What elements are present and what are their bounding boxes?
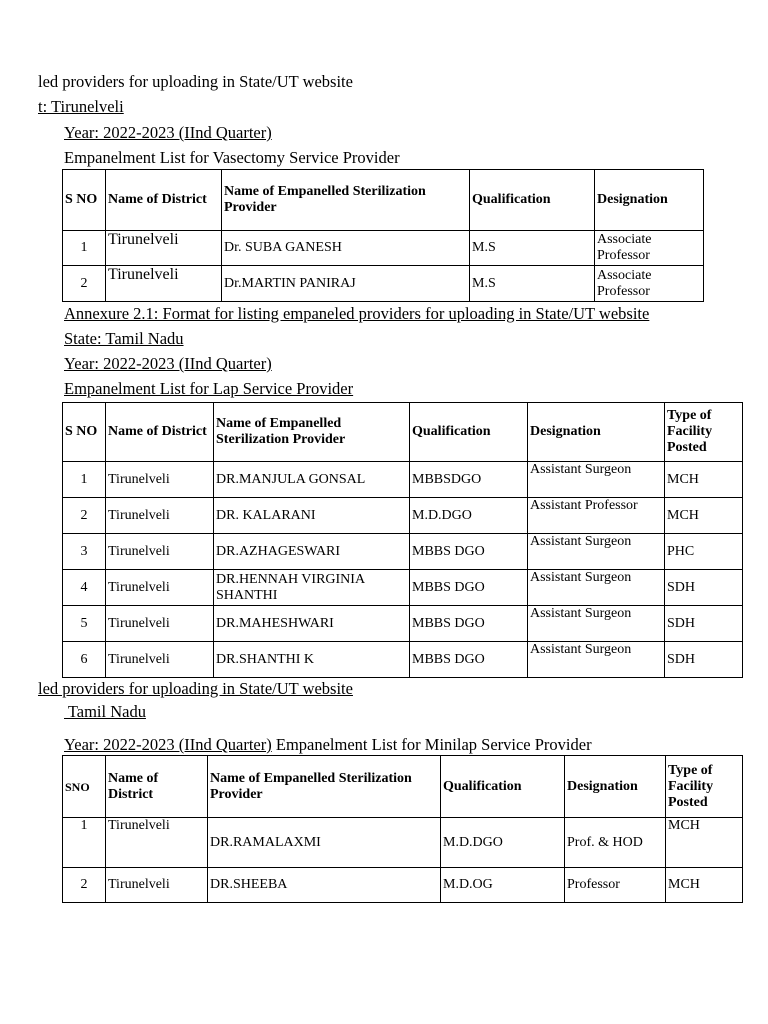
- header-provider: Name of Empanelled Sterilization Provider: [222, 170, 470, 231]
- cell-qualification: M.D.OG: [441, 868, 565, 903]
- cell-sno: 3: [63, 534, 106, 570]
- cell-district: Tirunelveli: [106, 266, 222, 302]
- cell-sno: 2: [63, 266, 106, 302]
- cell-sno: 2: [63, 868, 106, 903]
- header-designation: Designation: [528, 403, 665, 462]
- header-sno: S NO: [63, 170, 106, 231]
- cell-designation: Associate Professor: [595, 266, 704, 302]
- section1-district: t: Tirunelveli: [38, 97, 124, 116]
- header-district: Name of District: [106, 756, 208, 818]
- section1-heading: led providers for uploading in State/UT website: [38, 72, 353, 91]
- cell-facility: MCH: [666, 818, 743, 868]
- header-district: Name of District: [106, 170, 222, 231]
- table-row: [63, 231, 704, 266]
- cell-provider: DR. KALARANI: [214, 498, 410, 534]
- cell-district: Tirunelveli: [106, 570, 214, 606]
- section3-heading: led providers for uploading in State/UT website: [38, 679, 353, 698]
- table-row: [63, 642, 743, 678]
- vasectomy-table: [62, 169, 704, 302]
- cell-district: Tirunelveli: [106, 534, 214, 570]
- section2-state: State: Tamil Nadu: [64, 329, 184, 348]
- cell-district: Tirunelveli: [106, 606, 214, 642]
- cell-provider: DR.MANJULA GONSAL: [214, 462, 410, 498]
- cell-designation: Associate Professor: [595, 231, 704, 266]
- table-row: [63, 606, 743, 642]
- header-facility-type: Type of Facility Posted: [666, 756, 743, 818]
- cell-provider: DR.AZHAGESWARI: [214, 534, 410, 570]
- section3-year: Year: 2022-2023 (IInd Quarter): [64, 735, 272, 754]
- section2-year: Year: 2022-2023 (IInd Quarter): [64, 354, 272, 373]
- header-designation: Designation: [595, 170, 704, 231]
- header-designation: Designation: [565, 756, 666, 818]
- section1-year: Year: 2022-2023 (IInd Quarter): [64, 123, 272, 142]
- header-sno: SNO: [63, 756, 106, 818]
- cell-qualification: MBBS DGO: [410, 534, 528, 570]
- cell-qualification: MBBS DGO: [410, 570, 528, 606]
- section2-annexure: Annexure 2.1: Format for listing empaneled providers for uploading in State/UT website: [64, 304, 650, 323]
- table-row: [63, 498, 743, 534]
- cell-facility: SDH: [665, 570, 743, 606]
- cell-designation: Assistant Surgeon: [528, 642, 665, 678]
- cell-district: Tirunelveli: [106, 818, 208, 868]
- section2-list-title: Empanelment List for Lap Service Provider: [64, 379, 354, 398]
- cell-district: Tirunelveli: [106, 462, 214, 498]
- cell-provider: DR.MAHESHWARI: [214, 606, 410, 642]
- header-provider: Name of Empanelled Sterilization Provider: [214, 403, 410, 462]
- cell-designation: Assistant Surgeon: [528, 462, 665, 498]
- cell-qualification: MBBS DGO: [410, 642, 528, 678]
- cell-district: Tirunelveli: [106, 868, 208, 903]
- cell-sno: 1: [63, 231, 106, 266]
- cell-provider: Dr. SUBA GANESH: [222, 231, 470, 266]
- table-header-row: [63, 170, 704, 231]
- section3-state: Tamil Nadu: [64, 702, 146, 721]
- cell-facility: MCH: [666, 868, 743, 903]
- section1-list-title: Empanelment List for Vasectomy Service Provider: [64, 148, 400, 167]
- header-qualification: Qualification: [410, 403, 528, 462]
- cell-facility: MCH: [665, 462, 743, 498]
- cell-sno: 5: [63, 606, 106, 642]
- cell-qualification: MBBSDGO: [410, 462, 528, 498]
- cell-provider: DR.HENNAH VIRGINIA SHANTHI: [214, 570, 410, 606]
- header-sno: S NO: [63, 403, 106, 462]
- cell-district: Tirunelveli: [106, 231, 222, 266]
- table-row: [63, 462, 743, 498]
- header-qualification: Qualification: [441, 756, 565, 818]
- cell-facility: SDH: [665, 606, 743, 642]
- cell-qualification: M.S: [470, 231, 595, 266]
- cell-facility: PHC: [665, 534, 743, 570]
- cell-facility: MCH: [665, 498, 743, 534]
- table-header-row: [63, 403, 743, 462]
- header-qualification: Qualification: [470, 170, 595, 231]
- cell-designation: Prof. & HOD: [565, 818, 666, 868]
- cell-sno: 1: [63, 462, 106, 498]
- cell-qualification: M.D.DGO: [410, 498, 528, 534]
- table-row: [63, 266, 704, 302]
- cell-designation: Assistant Professor: [528, 498, 665, 534]
- cell-designation: Assistant Surgeon: [528, 606, 665, 642]
- table-row: [63, 818, 743, 868]
- cell-qualification: MBBS DGO: [410, 606, 528, 642]
- section3-title-line: [64, 735, 592, 755]
- cell-provider: DR.SHEEBA: [208, 868, 441, 903]
- cell-designation: Assistant Surgeon: [528, 534, 665, 570]
- cell-sno: 2: [63, 498, 106, 534]
- cell-district: Tirunelveli: [106, 642, 214, 678]
- minilap-table: [62, 755, 743, 903]
- cell-facility: SDH: [665, 642, 743, 678]
- cell-designation: Assistant Surgeon: [528, 570, 665, 606]
- cell-designation: Professor: [565, 868, 666, 903]
- header-provider: Name of Empanelled Sterilization Provider: [208, 756, 441, 818]
- cell-qualification: M.D.DGO: [441, 818, 565, 868]
- cell-qualification: M.S: [470, 266, 595, 302]
- cell-provider: DR.RAMALAXMI: [208, 818, 441, 868]
- table-row: [63, 868, 743, 903]
- table-row: [63, 534, 743, 570]
- header-district: Name of District: [106, 403, 214, 462]
- table-row: [63, 570, 743, 606]
- section3-list-title: Empanelment List for Minilap Service Provider: [271, 735, 592, 754]
- cell-sno: 1: [63, 818, 106, 868]
- table-header-row: [63, 756, 743, 818]
- header-facility-type: Type of Facility Posted: [665, 403, 743, 462]
- cell-district: Tirunelveli: [106, 498, 214, 534]
- cell-provider: DR.SHANTHI K: [214, 642, 410, 678]
- cell-sno: 6: [63, 642, 106, 678]
- cell-sno: 4: [63, 570, 106, 606]
- cell-provider: Dr.MARTIN PANIRAJ: [222, 266, 470, 302]
- lap-table: [62, 402, 743, 678]
